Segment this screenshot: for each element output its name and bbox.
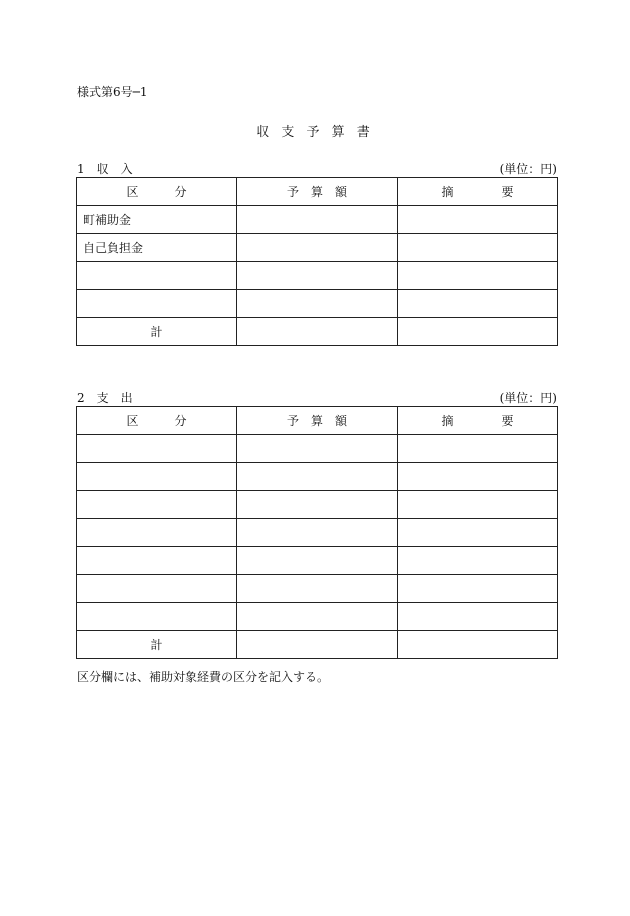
income-remarks-cell[interactable] <box>398 206 558 234</box>
income-header-row <box>77 178 558 206</box>
expense-remarks-cell[interactable] <box>398 519 558 547</box>
expense-category-cell[interactable] <box>77 603 237 631</box>
income-header-category: 区 分 <box>77 178 237 206</box>
expense-category-cell[interactable] <box>77 463 237 491</box>
expense-total-amount-cell[interactable] <box>237 631 398 659</box>
income-section-label: 1 収 入 <box>77 162 133 176</box>
table-row <box>77 463 558 491</box>
expense-remarks-cell[interactable] <box>398 575 558 603</box>
income-unit-label: (単位：円) <box>499 162 557 176</box>
expense-total-label: 計 <box>77 631 237 659</box>
expense-total-remarks-cell[interactable] <box>398 631 558 659</box>
table-row <box>77 435 558 463</box>
expense-amount-cell[interactable] <box>237 435 398 463</box>
income-category-cell[interactable] <box>77 262 237 290</box>
expense-amount-cell[interactable] <box>237 491 398 519</box>
expense-remarks-cell[interactable] <box>398 435 558 463</box>
income-header-remarks: 摘 要 <box>398 178 558 206</box>
expense-header-category: 区 分 <box>77 407 237 435</box>
expense-amount-cell[interactable] <box>237 603 398 631</box>
income-amount-cell[interactable] <box>237 206 398 234</box>
table-row <box>77 491 558 519</box>
table-row <box>77 234 558 262</box>
form-number: 様式第6号─1 <box>77 85 148 99</box>
table-row <box>77 206 558 234</box>
footnote: 区分欄には、補助対象経費の区分を記入する。 <box>77 670 330 684</box>
income-remarks-cell[interactable] <box>398 234 558 262</box>
income-table <box>76 177 558 346</box>
income-remarks-cell[interactable] <box>398 290 558 318</box>
document-title: 収 支 予 算 書 <box>256 125 374 140</box>
income-category-cell[interactable]: 自己負担金 <box>77 234 237 262</box>
table-row <box>77 262 558 290</box>
income-total-label: 計 <box>77 318 237 346</box>
expense-category-cell[interactable] <box>77 491 237 519</box>
expense-table <box>76 406 558 659</box>
income-amount-cell[interactable] <box>237 262 398 290</box>
expense-remarks-cell[interactable] <box>398 603 558 631</box>
expense-total-row <box>77 631 558 659</box>
expense-header-row <box>77 407 558 435</box>
expense-remarks-cell[interactable] <box>398 491 558 519</box>
table-row <box>77 575 558 603</box>
expense-header-remarks: 摘 要 <box>398 407 558 435</box>
expense-unit-label: (単位：円) <box>499 391 557 405</box>
expense-remarks-cell[interactable] <box>398 463 558 491</box>
expense-amount-cell[interactable] <box>237 547 398 575</box>
expense-category-cell[interactable] <box>77 519 237 547</box>
income-total-row <box>77 318 558 346</box>
income-amount-cell[interactable] <box>237 234 398 262</box>
income-total-remarks-cell[interactable] <box>398 318 558 346</box>
expense-header-budget: 予 算 額 <box>237 407 398 435</box>
expense-amount-cell[interactable] <box>237 519 398 547</box>
table-row <box>77 603 558 631</box>
expense-remarks-cell[interactable] <box>398 547 558 575</box>
table-row <box>77 519 558 547</box>
expense-category-cell[interactable] <box>77 575 237 603</box>
expense-category-cell[interactable] <box>77 435 237 463</box>
income-header-budget: 予 算 額 <box>237 178 398 206</box>
income-category-cell[interactable] <box>77 290 237 318</box>
income-amount-cell[interactable] <box>237 290 398 318</box>
table-row <box>77 547 558 575</box>
expense-amount-cell[interactable] <box>237 463 398 491</box>
expense-category-cell[interactable] <box>77 547 237 575</box>
expense-amount-cell[interactable] <box>237 575 398 603</box>
expense-section-label: 2 支 出 <box>77 391 133 405</box>
table-row <box>77 290 558 318</box>
income-remarks-cell[interactable] <box>398 262 558 290</box>
income-total-amount-cell[interactable] <box>237 318 398 346</box>
income-category-cell[interactable]: 町補助金 <box>77 206 237 234</box>
